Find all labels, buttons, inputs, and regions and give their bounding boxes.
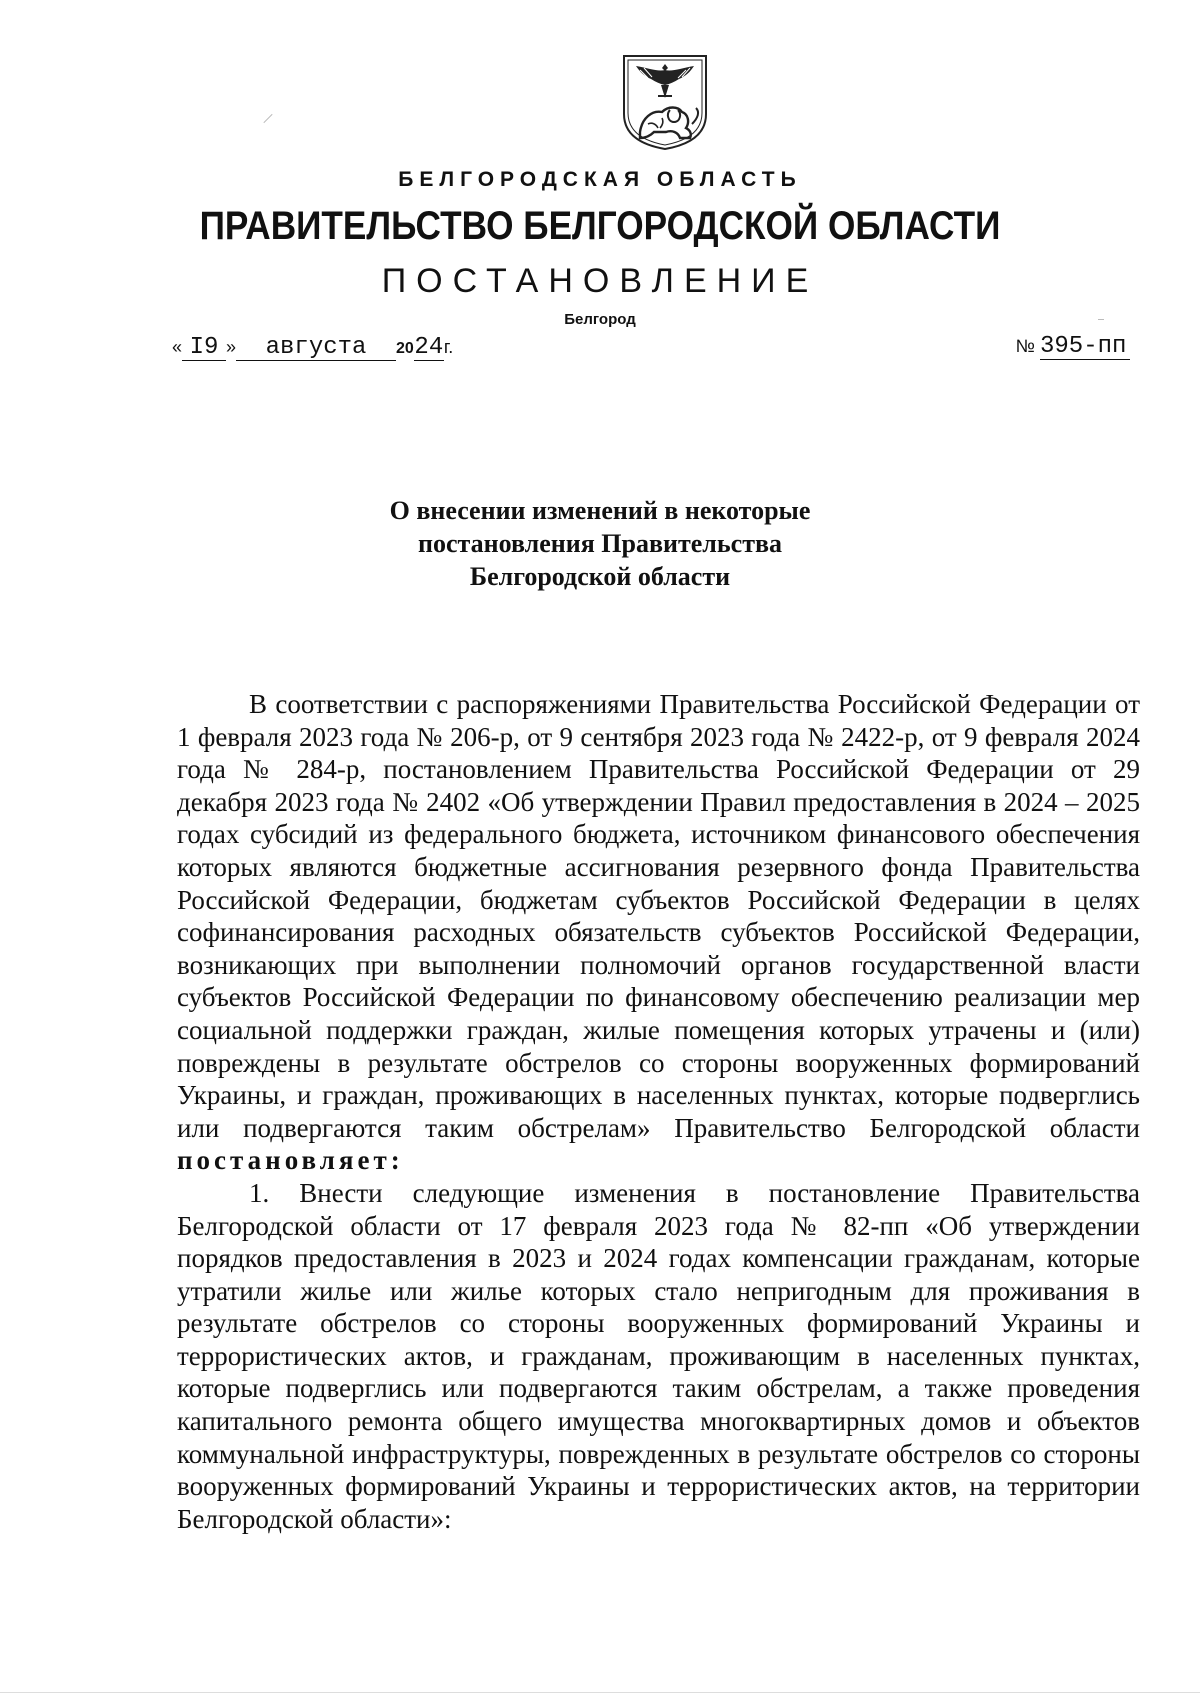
- title-line-2: постановления Правительства: [418, 529, 782, 558]
- number-value: 395-пп: [1040, 335, 1130, 360]
- date-year-suffix: г.: [443, 337, 454, 357]
- document-type: ПОСТАНОВЛЕНИЕ: [381, 262, 819, 300]
- city-name: Белгород: [564, 311, 636, 328]
- date-month: августа: [265, 334, 367, 361]
- page-edge: [0, 1692, 1200, 1693]
- paragraph-preamble: [177, 688, 1140, 1177]
- date-month-field: [236, 335, 396, 361]
- date-day-field: [182, 335, 226, 361]
- date-year: 24: [414, 334, 444, 361]
- document-body: [177, 688, 1140, 1535]
- paragraph-item-1: 1. Внести следующие изменения в постановление Правительства Белгородской области от 17 февраля 2023 года № 82-пп «Об утверждении порядков предоставления в 2023 и 2024 годах компенсации гражданам, которые утратили жилье или жилье которых стало непригодным для проживания в результате обстрелов со стороны вооруженных формирований Украины и террористических актов, и гражданам, проживающим в населенных пунктах, которые подверглись или подвергаются таким обстрелам, а также проведения капитального ремонта общего имущества многоквартирных домов и объектов коммунальной инфраструктуры, поврежденных в результате обстрелов со стороны вооруженных формирований Украины и террористических актов, на территории Белгородской области»:: [177, 1177, 1140, 1534]
- title-line-1: О внесении изменений в некоторые: [389, 496, 811, 525]
- title-line-3: Белгородской области: [469, 562, 731, 591]
- resolves-word: постановляет:: [177, 1145, 404, 1176]
- date-day: I9: [189, 334, 219, 361]
- date-year-field: [414, 335, 444, 361]
- number-label: №: [1015, 336, 1035, 356]
- scan-mark: [263, 114, 272, 123]
- preamble-text: В соответствии с распоряжениями Правительства Российской Федерации от 1 февраля 2023 года № 206-р, от 9 сентября 2023 года № 2422-р, от 9 февраля 2024 года № 284-р, постановлением Правительства Российской Федерации от 29 декабря 2023 года № 2402 «Об утверждении Правил предоставления в 2024 – 2025 годах субсидий из федерального бюджета, источником финансового обеспечения которых являются бюджетные ассигнования резервного фонда Правительства Российской Федерации, бюджетам субъектов Российской Федерации в целях софинансирования расходных обязательств субъектов Российской Федерации, возникающих при выполнении полномочий органов государственной власти субъектов Российской Федерации по финансовому обеспечению реализации мер социальной поддержки граждан, жилые помещения которых утрачены и (или) повреждены в результате обстрелов со стороны вооруженных формирований Украины, и граждан, проживающих в населенных пунктах, которые подверглись или подвергаются таким обстрелам» Правительство Белгородской области: [177, 689, 1140, 1143]
- open-quote: «: [172, 337, 183, 357]
- belgorod-coat-of-arms-icon: [618, 52, 712, 152]
- date-line: [172, 335, 453, 361]
- document-number: [1016, 335, 1130, 360]
- government-name: ПРАВИТЕЛЬСТВО БЕЛГОРОДСКОЙ ОБЛАСТИ: [199, 204, 1001, 248]
- document-title: [0, 494, 1200, 593]
- close-quote: »: [226, 337, 237, 357]
- region-name: БЕЛГОРОДСКАЯ ОБЛАСТЬ: [398, 168, 802, 191]
- date-century: 20: [396, 340, 414, 357]
